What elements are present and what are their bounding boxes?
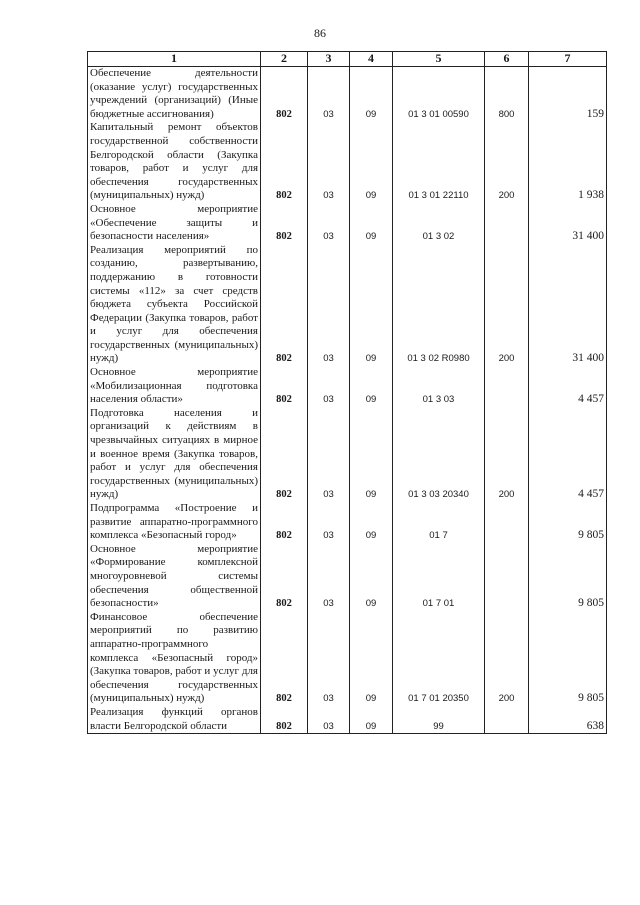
section-code: 03 xyxy=(308,543,350,611)
row-name: Основное мероприятие «Мобилизационная подготовка населения области» xyxy=(88,366,261,407)
row-amount: 9 805 xyxy=(529,543,607,611)
column-header: 1 xyxy=(88,52,261,67)
column-header: 2 xyxy=(261,52,308,67)
target-article-code: 01 7 xyxy=(393,502,485,543)
target-article-code: 01 3 03 xyxy=(393,366,485,407)
grbs-code: 802 xyxy=(261,706,308,734)
section-code: 03 xyxy=(308,203,350,244)
column-header: 4 xyxy=(350,52,393,67)
expense-type-code xyxy=(485,502,529,543)
expense-type-code: 200 xyxy=(485,244,529,366)
subsection-code: 09 xyxy=(350,611,393,706)
subsection-code: 09 xyxy=(350,244,393,366)
row-name: Реализация функций органов власти Белгородской области xyxy=(88,706,261,734)
table-row xyxy=(88,407,607,502)
table-row xyxy=(88,366,607,407)
subsection-code: 09 xyxy=(350,502,393,543)
section-code: 03 xyxy=(308,67,350,122)
row-amount: 4 457 xyxy=(529,366,607,407)
grbs-code: 802 xyxy=(261,502,308,543)
column-header: 3 xyxy=(308,52,350,67)
section-code: 03 xyxy=(308,611,350,706)
table-row xyxy=(88,203,607,244)
subsection-code: 09 xyxy=(350,67,393,122)
grbs-code: 802 xyxy=(261,543,308,611)
subsection-code: 09 xyxy=(350,543,393,611)
target-article-code: 01 3 02 xyxy=(393,203,485,244)
table-row xyxy=(88,502,607,543)
table-row xyxy=(88,706,607,734)
grbs-code: 802 xyxy=(261,611,308,706)
expense-type-code: 200 xyxy=(485,121,529,203)
target-article-code: 01 7 01 xyxy=(393,543,485,611)
row-amount: 31 400 xyxy=(529,203,607,244)
grbs-code: 802 xyxy=(261,67,308,122)
grbs-code: 802 xyxy=(261,244,308,366)
table-row xyxy=(88,543,607,611)
table-row xyxy=(88,611,607,706)
section-code: 03 xyxy=(308,706,350,734)
row-name: Основное мероприятие «Формирование комплексной многоуровневой системы обеспечения общественной безопасности» xyxy=(88,543,261,611)
target-article-code: 01 7 01 20350 xyxy=(393,611,485,706)
expense-type-code: 800 xyxy=(485,67,529,122)
page-number: 86 xyxy=(314,26,326,40)
subsection-code: 09 xyxy=(350,706,393,734)
row-amount: 9 805 xyxy=(529,611,607,706)
row-amount: 159 xyxy=(529,67,607,122)
table-row xyxy=(88,67,607,122)
column-header: 7 xyxy=(529,52,607,67)
expense-type-code xyxy=(485,203,529,244)
row-name: Подпрограмма «Построение и развитие аппаратно-программного комплекса «Безопасный город» xyxy=(88,502,261,543)
grbs-code: 802 xyxy=(261,366,308,407)
budget-table xyxy=(87,51,607,734)
row-amount: 638 xyxy=(529,706,607,734)
expense-type-code xyxy=(485,706,529,734)
column-header: 5 xyxy=(393,52,485,67)
section-code: 03 xyxy=(308,244,350,366)
target-article-code: 01 3 01 22110 xyxy=(393,121,485,203)
subsection-code: 09 xyxy=(350,203,393,244)
row-name: Реализация мероприятий по созданию, развертыванию, поддержанию в готовности системы «112» за счет средств бюджета субъекта Российской Федерации (Закупка товаров, работ и услуг для обеспечения государственных (муниципальных) нужд) xyxy=(88,244,261,366)
subsection-code: 09 xyxy=(350,366,393,407)
row-amount: 9 805 xyxy=(529,502,607,543)
column-header: 6 xyxy=(485,52,529,67)
table-row xyxy=(88,121,607,203)
table-header-row xyxy=(88,52,607,67)
row-amount: 31 400 xyxy=(529,244,607,366)
grbs-code: 802 xyxy=(261,407,308,502)
expense-type-code: 200 xyxy=(485,611,529,706)
expense-type-code: 200 xyxy=(485,407,529,502)
subsection-code: 09 xyxy=(350,121,393,203)
target-article-code: 99 xyxy=(393,706,485,734)
row-name: Капитальный ремонт объектов государственной собственности Белгородской области (Закупка товаров, работ и услуг для обеспечения государственных (муниципальных) нужд) xyxy=(88,121,261,203)
row-name: Обеспечение деятельности (оказание услуг) государственных учреждений (организаций) (Иные бюджетные ассигнования) xyxy=(88,67,261,122)
row-amount: 1 938 xyxy=(529,121,607,203)
row-name: Финансовое обеспечение мероприятий по развитию аппаратно-программного комплекса «Безопасный город» (Закупка товаров, работ и услуг для обеспечения государственных (муниципальных) нужд) xyxy=(88,611,261,706)
subsection-code: 09 xyxy=(350,407,393,502)
target-article-code: 01 3 01 00590 xyxy=(393,67,485,122)
section-code: 03 xyxy=(308,121,350,203)
table-row xyxy=(88,244,607,366)
row-amount: 4 457 xyxy=(529,407,607,502)
row-name: Основное мероприятие «Обеспечение защиты и безопасности населения» xyxy=(88,203,261,244)
section-code: 03 xyxy=(308,502,350,543)
target-article-code: 01 3 03 20340 xyxy=(393,407,485,502)
expense-type-code xyxy=(485,366,529,407)
grbs-code: 802 xyxy=(261,203,308,244)
row-name: Подготовка населения и организаций к действиям в чрезвычайных ситуациях в мирное и военное время (Закупка товаров, работ и услуг для обеспечения государственных (муниципальных) нужд) xyxy=(88,407,261,502)
grbs-code: 802 xyxy=(261,121,308,203)
section-code: 03 xyxy=(308,366,350,407)
target-article-code: 01 3 02 R0980 xyxy=(393,244,485,366)
expense-type-code xyxy=(485,543,529,611)
section-code: 03 xyxy=(308,407,350,502)
